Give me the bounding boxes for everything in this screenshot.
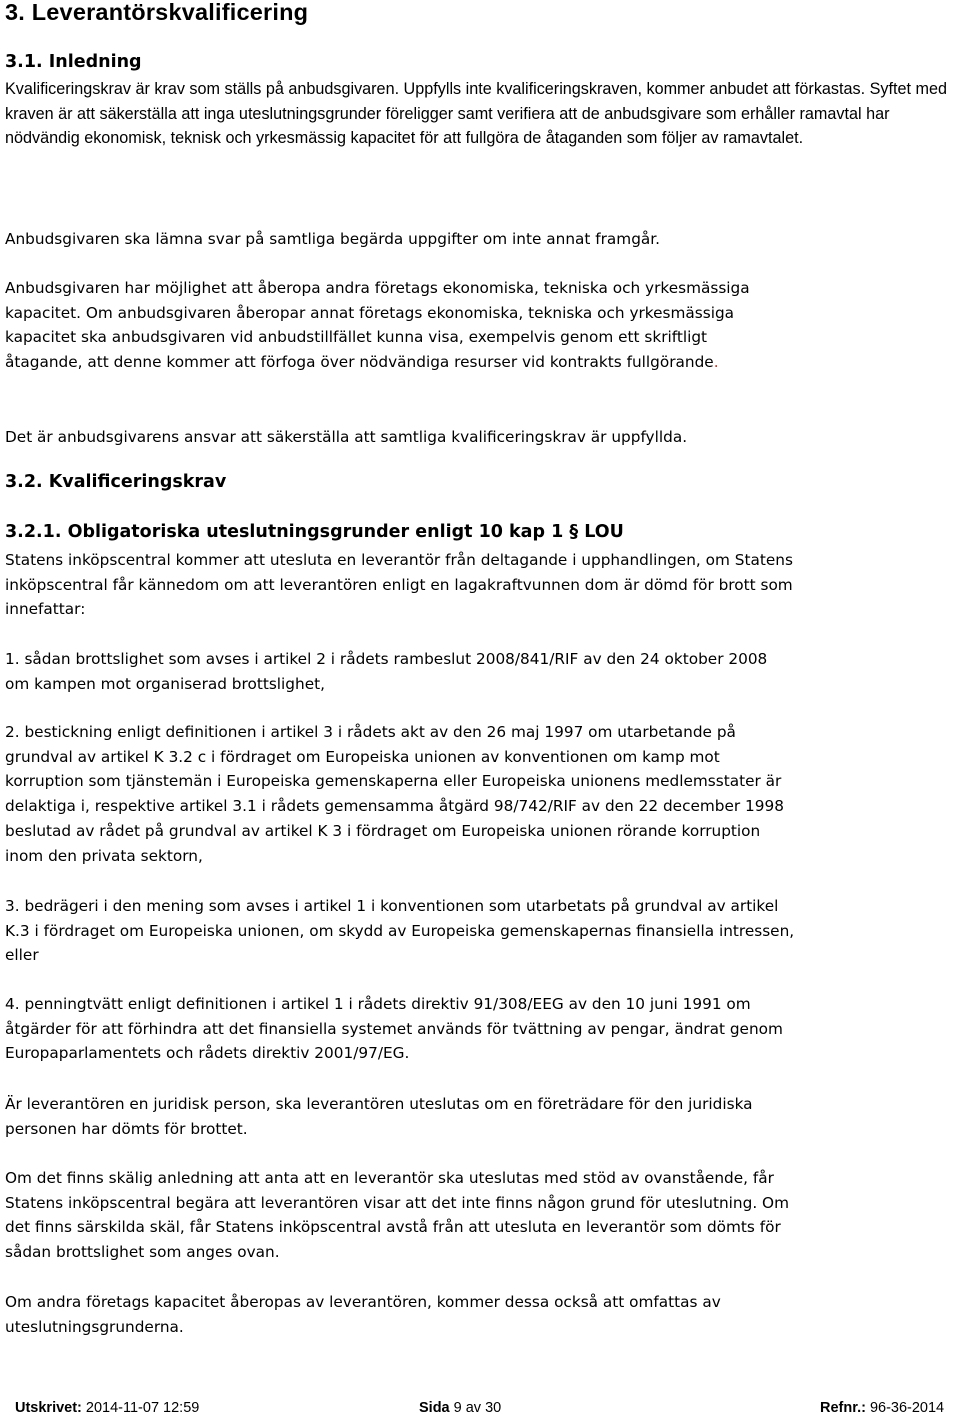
footer-reference — [820, 1398, 944, 1418]
reason-paragraph: Om det finns skälig anledning att anta att en leverantör ska uteslutas med stöd av ovanstående, får Statens inköpscentral begära att leverantören visar att det inte finns någon grund för uteslutning. Om det finns särskilda skäl, får Statens inköpscentral avstå från att utesluta en leverantör som dömts för sådan brottslighet som anges ovan. — [5, 1169, 789, 1262]
exclusion-item-1: 1. sådan brottslighet som avses i artikel 2 i rådets rambeslut 2008/841/RIF av den 24 oktober 2008 om kampen mot organiserad brottslighet, — [5, 650, 768, 693]
answer-paragraph: Anbudsgivaren ska lämna svar på samtliga begärda uppgifter om inte annat framgår. — [5, 230, 661, 248]
intro-text-part1: Kvalificeringskrav är krav som ställs på anbudsgivaren. Uppfylls inte kvalificeringskraven, kommer anbudet att förkastas. — [5, 80, 866, 98]
section-title: 3. Leverantörskvalificering — [5, 0, 309, 25]
exclusion-subheading: 3.2.1. Obligatoriska uteslutningsgrunder enligt 10 kap 1 § LOU — [5, 522, 624, 542]
footer-page-label: Sida — [419, 1400, 450, 1416]
exclusion-item-4: 4. penningtvätt enligt definitionen i artikel 1 i rådets direktiv 91/308/EEG av den 10 juni 1991 om åtgärder för att förhindra att det finansiella systemet används för tvättning av pengar, ändrat genom Europaparlamentets och rådets direktiv 2001/97/EG. — [5, 995, 783, 1063]
capacity-text-part2: Om anbudsgivaren åberopar annat företags ekonomiska, tekniska och yrkesmässiga kapacitet ska anbudsgivaren vid anbudstillfället kunna visa, exempelvis genom ett skriftligt åtagande, att denne kommer att förfoga över nödvändiga resurser vid kontrakts fullgörande — [5, 303, 735, 372]
capacity-text-end: . — [713, 353, 719, 372]
legal-person-paragraph: Är leverantören en juridisk person, ska leverantören uteslutas om en företrädare för den juridiska personen har dömts för brottet. — [5, 1095, 753, 1138]
footer-printed — [15, 1398, 199, 1418]
requirements-heading: 3.2. Kvalificeringskrav — [5, 472, 227, 492]
footer-page-value: 9 av 30 — [449, 1400, 502, 1416]
exclusion-intro-paragraph: Statens inköpscentral kommer att utesluta en leverantör från deltagande i upphandlingen, om Statens inköpscentral får kännedom om att leverantören enligt en lagakraftvunnen dom är dömd för brott som innefattar: — [5, 551, 793, 619]
footer-ref-value: 96-36-2014 — [865, 1400, 945, 1416]
responsibility-paragraph: Det är anbudsgivarens ansvar att säkerställa att samtliga kvalificeringskrav är uppfyllda. — [5, 428, 688, 446]
footer-ref-label: Refnr.: — [820, 1400, 866, 1416]
other-capacity-paragraph: Om andra företags kapacitet åberopas av leverantören, kommer dessa också att omfattas av uteslutningsgrunderna. — [5, 1293, 721, 1336]
footer-printed-label: Utskrivet: — [15, 1400, 82, 1416]
intro-heading: 3.1. Inledning — [5, 52, 142, 72]
exclusion-item-2: 2. bestickning enligt definitionen i artikel 3 i rådets akt av den 26 maj 1997 om utarbetande på grundval av artikel K 3.2 c i fördraget om Europeiska unionen av konventionen om kamp mot korruption som tjänstemän i Europeiska gemenskaperna eller Europeiska unionens medlemsstater är delaktiga i, respektive artikel 3.1 i rådets gemensamma åtgärd 98/742/RIF av den 22 december 1998 beslutad av rådet på grundval av artikel K 3 i fördraget om Europeiska unionen rörande korruption inom den privata sektorn, — [5, 723, 784, 865]
intro-text-part2: Syftet med kraven är att säkerställa att inga uteslutningsgrunder föreligger samt verifiera att de anbudsgivare som erhåller ramavtal har nödvändig ekonomisk, teknisk och yrkesmässig kapacitet för att fullgöra de åtaganden som följer av ramavtalet. — [5, 80, 947, 148]
capacity-paragraph — [5, 276, 783, 375]
exclusion-item-3: 3. bedrägeri i den mening som avses i artikel 1 i konventionen som utarbetats på grundval av artikel K.3 i fördraget om Europeiska unionen, om skydd av Europeiska gemenskapernas finansiella intressen, eller — [5, 897, 795, 965]
capacity-text-part1: Anbudsgivaren har möjlighet att åberopa andra företags ekonomiska, tekniska och yrkesmässiga kapacitet. — [5, 279, 750, 322]
footer-page-number — [419, 1398, 501, 1418]
footer-printed-value: 2014-11-07 12:59 — [81, 1400, 200, 1416]
intro-paragraph — [5, 77, 953, 151]
